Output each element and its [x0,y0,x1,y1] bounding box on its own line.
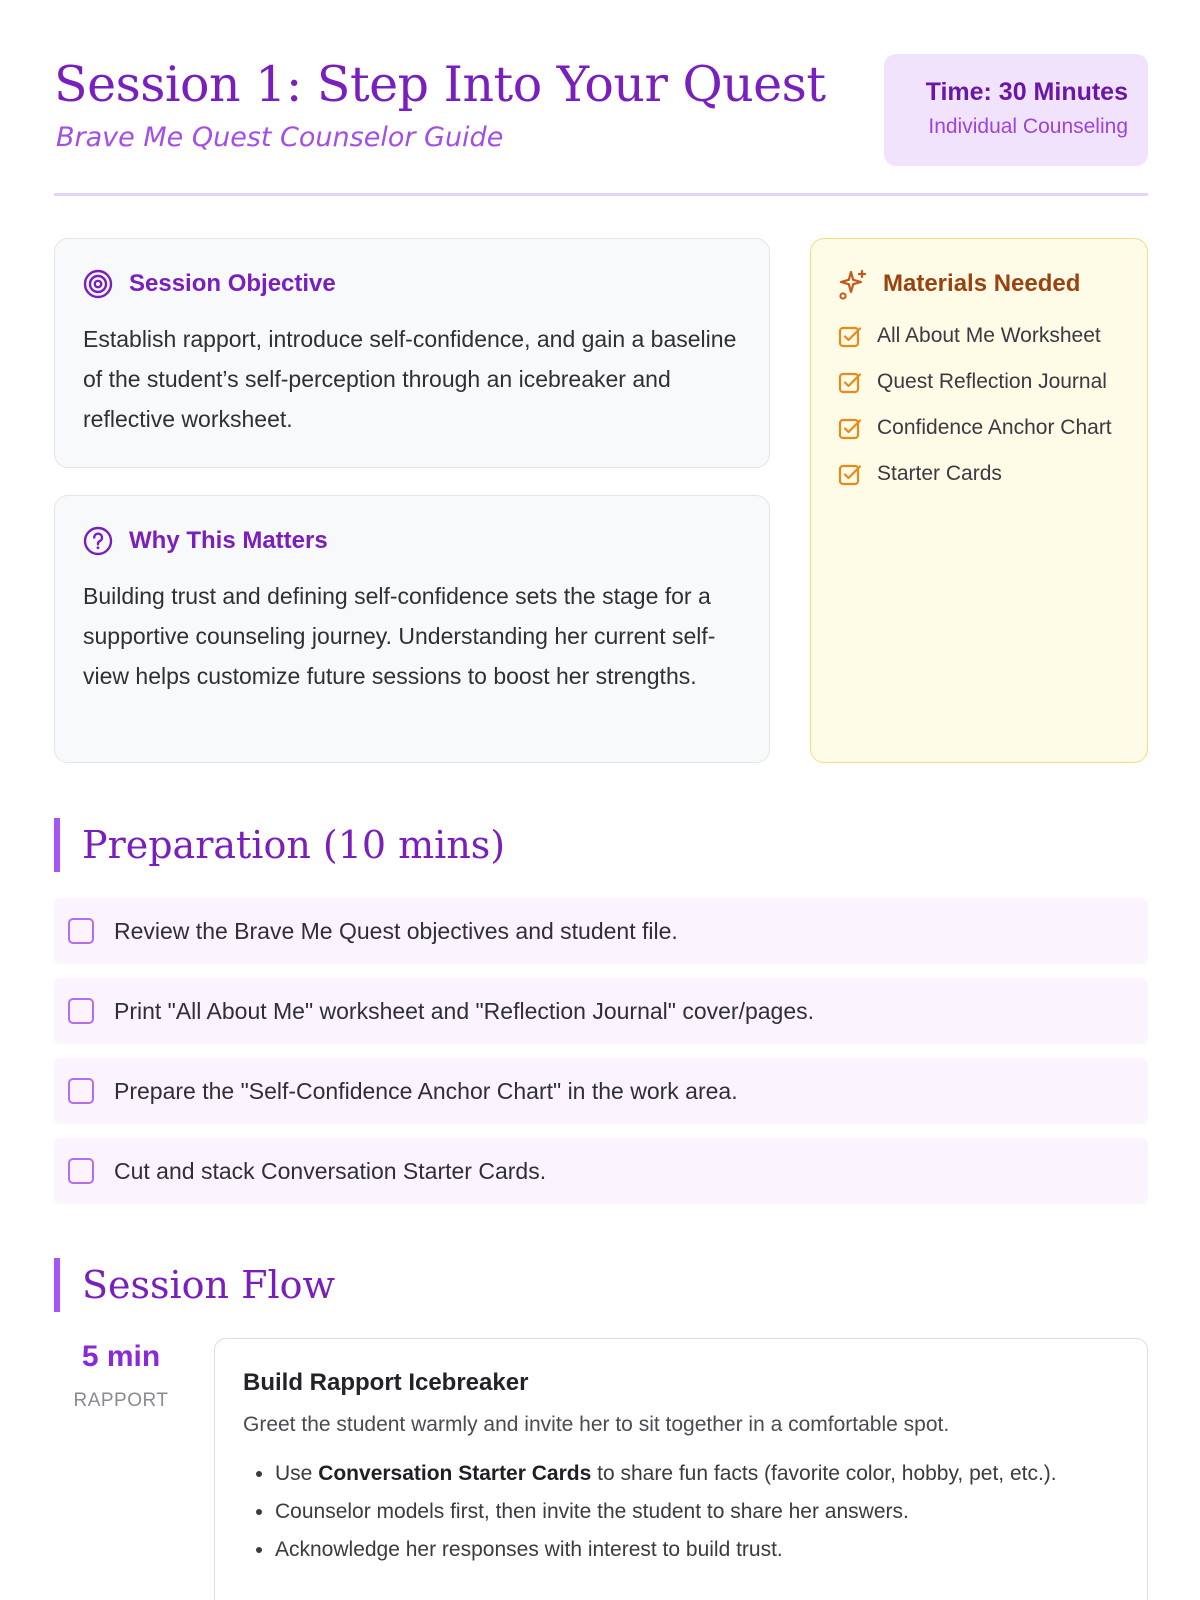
page-title: Session 1: Step Into Your Quest [54,56,826,113]
preparation-heading: Preparation (10 mins) [54,818,505,872]
objective-text: Establish rapport, introduce self-confidence, and gain a baseline of the student’s self-perception through an icebreaker and reflective worksheet. [83,326,737,432]
objective-card [54,238,770,468]
flow-step-bullet [275,1495,1115,1529]
flow-step-card [214,1338,1148,1600]
sparkles-icon [837,269,867,299]
preparation-item-label: Prepare the "Self-Confidence Anchor Chart" in the work area. [114,1077,738,1104]
materials-title: Materials Needed [883,270,1081,297]
flow-step-title: Build Rapport Icebreaker [243,1369,529,1396]
preparation-item[interactable] [54,978,1148,1044]
materials-item-label: Quest Reflection Journal [877,370,1107,393]
preparation-item-label: Print "All About Me" worksheet and "Reflection Journal" cover/pages. [114,997,815,1024]
checkbox[interactable] [68,918,94,944]
checked-box-icon [837,370,863,396]
page-header [54,54,1148,196]
why-matters-card [54,495,770,763]
bullet-text: to share fun facts (favorite color, hobby, pet, etc.). [591,1462,1057,1485]
checkbox[interactable] [68,1078,94,1104]
materials-card [810,238,1148,763]
flow-step-timing [54,1340,188,1412]
materials-item-label: All About Me Worksheet [877,324,1101,347]
checkbox[interactable] [68,1158,94,1184]
preparation-checklist [54,898,1148,1218]
checked-box-icon [837,416,863,442]
flow-step-bullet [275,1533,1115,1567]
bullet-text: Use [275,1462,319,1485]
materials-item [837,365,1127,399]
materials-list [837,319,1127,503]
session-flow-heading: Session Flow [54,1258,335,1312]
session-guide-page [54,0,1148,1600]
flow-step-description: Greet the student warmly and invite her to sit together in a comfortable spot. [243,1413,950,1436]
objective-card-header [83,269,336,299]
flow-step-tag: RAPPORT [73,1390,169,1411]
bullet-bold-text: Conversation Starter Cards [318,1462,592,1485]
target-icon [83,269,113,299]
preparation-item[interactable] [54,1138,1148,1204]
bullet-text: Counselor models first, then invite the student to share her answers. [275,1500,909,1523]
preparation-item[interactable] [54,898,1148,964]
why-matters-title: Why This Matters [129,527,328,554]
time-badge [884,54,1148,166]
bullet-text: Acknowledge her responses with interest to build trust. [275,1538,783,1561]
materials-item [837,457,1127,491]
materials-item-label: Starter Cards [877,462,1002,485]
why-matters-text: Building trust and defining self-confidence sets the stage for a supportive counseling journey. Understanding her current self-view helps customize future sessions to boost her strengths. [83,583,716,689]
session-format: Individual Counseling [928,115,1128,138]
flow-step-bullet [275,1457,1115,1491]
session-duration: Time: 30 Minutes [925,78,1128,106]
checked-box-icon [837,324,863,350]
materials-item-label: Confidence Anchor Chart [877,416,1112,439]
why-matters-header [83,526,328,556]
objective-title: Session Objective [129,270,336,297]
flow-step-duration: 5 min [81,1340,161,1373]
materials-header [837,269,1080,299]
flow-step-bullets [275,1457,1115,1571]
checkbox[interactable] [68,998,94,1024]
materials-item [837,319,1127,353]
materials-item [837,411,1127,445]
page-subtitle: Brave Me Quest Counselor Guide [56,122,504,153]
preparation-item[interactable] [54,1058,1148,1124]
question-circle-icon [83,526,113,556]
preparation-item-label: Cut and stack Conversation Starter Cards. [114,1157,547,1184]
checked-box-icon [837,462,863,488]
preparation-item-label: Review the Brave Me Quest objectives and student file. [114,917,678,944]
